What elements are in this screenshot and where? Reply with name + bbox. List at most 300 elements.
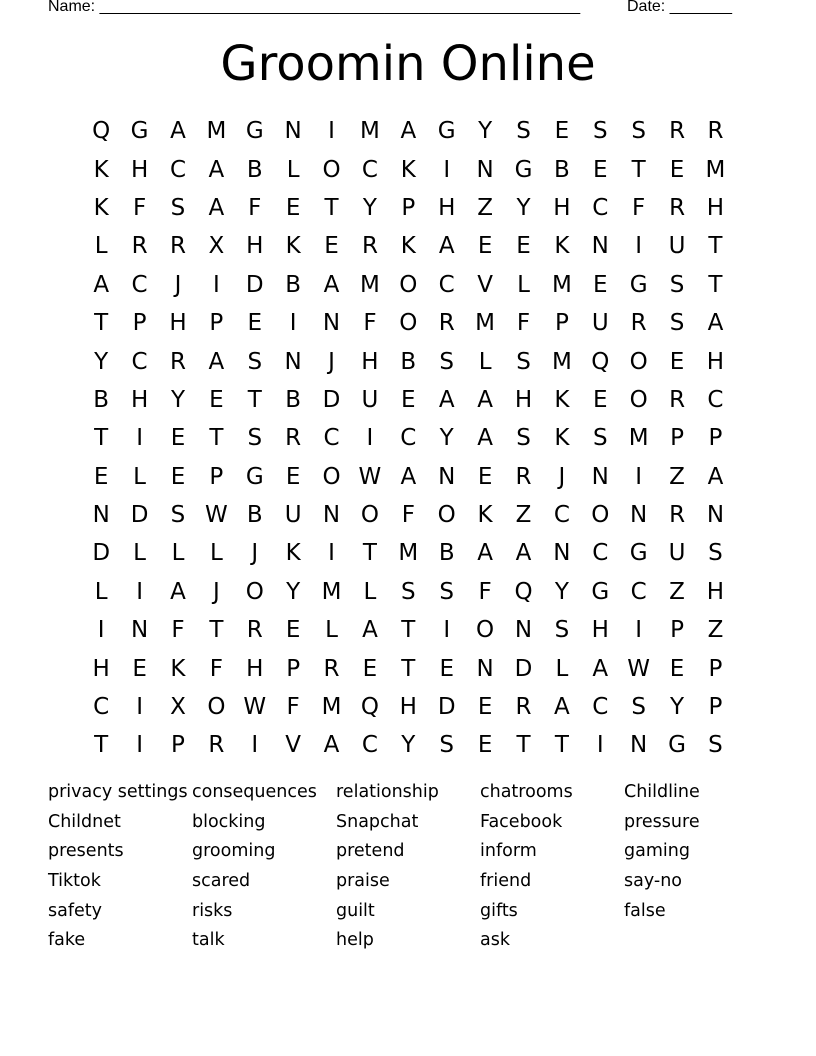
grid-letter[interactable]: K bbox=[400, 233, 416, 260]
grid-letter[interactable]: C bbox=[323, 425, 340, 452]
grid-letter[interactable]: B bbox=[93, 386, 110, 413]
grid-letter[interactable]: D bbox=[514, 655, 533, 682]
grid-letter[interactable]: B bbox=[553, 156, 570, 183]
grid-letter[interactable]: I bbox=[596, 732, 604, 759]
grid-letter[interactable]: F bbox=[286, 694, 300, 721]
grid-row bbox=[82, 304, 738, 342]
grid-letter[interactable]: U bbox=[668, 233, 686, 260]
grid-letter[interactable]: E bbox=[247, 310, 263, 337]
grid-letter[interactable]: G bbox=[668, 732, 686, 759]
grid-letter[interactable]: I bbox=[443, 617, 451, 644]
grid-letter[interactable]: C bbox=[400, 425, 417, 452]
grid-letter[interactable]: M bbox=[628, 425, 649, 452]
grid-letter[interactable]: T bbox=[209, 425, 224, 452]
grid-letter[interactable]: E bbox=[209, 386, 224, 413]
grid-letter[interactable]: A bbox=[592, 655, 609, 682]
grid-letter[interactable]: D bbox=[322, 386, 341, 413]
grid-letter[interactable]: R bbox=[323, 655, 340, 682]
grid-letter[interactable]: M bbox=[551, 348, 572, 375]
grid-letter[interactable]: S bbox=[247, 348, 263, 375]
word-list-item: fake bbox=[48, 930, 86, 951]
grid-letter[interactable]: N bbox=[476, 156, 494, 183]
grid-letter[interactable]: L bbox=[286, 156, 300, 183]
grid-letter[interactable]: P bbox=[554, 310, 569, 337]
grid-letter[interactable]: A bbox=[477, 425, 493, 452]
grid-letter[interactable]: H bbox=[169, 310, 187, 337]
grid-letter[interactable]: R bbox=[669, 118, 686, 145]
grid-letter[interactable]: Y bbox=[439, 425, 454, 452]
grid-letter[interactable]: I bbox=[328, 540, 335, 567]
grid-letter[interactable]: G bbox=[437, 118, 456, 145]
grid-letter[interactable]: I bbox=[635, 233, 643, 260]
grid-letter[interactable]: R bbox=[707, 118, 724, 145]
word-list-item: talk bbox=[192, 930, 225, 951]
grid-letter[interactable]: R bbox=[630, 310, 647, 337]
grid-letter[interactable]: H bbox=[246, 233, 264, 260]
grid-letter[interactable]: N bbox=[438, 463, 456, 490]
grid-letter[interactable]: T bbox=[516, 732, 531, 759]
grid-letter[interactable]: A bbox=[362, 617, 378, 644]
grid-letter[interactable]: H bbox=[361, 348, 379, 375]
grid-letter[interactable]: M bbox=[551, 271, 572, 298]
grid-letter[interactable]: A bbox=[170, 118, 186, 145]
grid-letter[interactable]: S bbox=[439, 732, 455, 759]
grid-letter[interactable]: U bbox=[591, 310, 609, 337]
grid-letter[interactable]: E bbox=[170, 425, 186, 452]
grid-letter[interactable]: S bbox=[401, 578, 416, 605]
grid-letter[interactable]: E bbox=[593, 156, 608, 183]
grid-letter[interactable]: J bbox=[251, 540, 259, 567]
grid-letter[interactable]: K bbox=[554, 233, 570, 260]
grid-letter[interactable]: D bbox=[437, 694, 456, 721]
grid-letter[interactable]: G bbox=[514, 156, 533, 183]
grid-letter[interactable]: L bbox=[171, 540, 185, 567]
grid-letter[interactable]: Q bbox=[360, 694, 379, 721]
grid-letter[interactable]: G bbox=[130, 118, 149, 145]
grid-letter[interactable]: K bbox=[400, 156, 416, 183]
grid-letter[interactable]: K bbox=[93, 194, 109, 221]
grid-letter[interactable]: B bbox=[246, 156, 263, 183]
grid-letter[interactable]: E bbox=[401, 386, 416, 413]
grid-letter[interactable]: H bbox=[706, 578, 725, 605]
grid-letter[interactable]: P bbox=[132, 310, 147, 337]
grid-letter[interactable]: K bbox=[477, 502, 493, 529]
grid-letter[interactable]: F bbox=[516, 310, 531, 337]
grid-letter[interactable]: C bbox=[592, 194, 609, 221]
grid-letter[interactable]: X bbox=[208, 233, 225, 260]
grid-letter[interactable]: F bbox=[478, 578, 492, 605]
grid-letter[interactable]: E bbox=[362, 655, 378, 682]
grid-letter[interactable]: T bbox=[631, 156, 646, 183]
grid-letter[interactable]: I bbox=[136, 694, 143, 721]
grid-letter[interactable]: L bbox=[555, 655, 569, 682]
grid-letter[interactable]: N bbox=[553, 540, 571, 567]
grid-letter[interactable]: D bbox=[245, 271, 264, 298]
grid-letter[interactable]: A bbox=[400, 118, 417, 145]
grid-letter[interactable]: Y bbox=[170, 386, 185, 413]
grid-letter[interactable]: I bbox=[212, 271, 220, 298]
grid-letter[interactable]: R bbox=[169, 348, 186, 375]
word-list-item: gifts bbox=[480, 900, 518, 921]
grid-letter[interactable]: M bbox=[321, 694, 342, 721]
grid-letter[interactable]: A bbox=[323, 732, 340, 759]
grid-letter[interactable]: Z bbox=[515, 502, 532, 529]
grid-letter[interactable]: N bbox=[92, 502, 110, 529]
grid-letter[interactable]: L bbox=[133, 540, 146, 567]
grid-letter[interactable]: I bbox=[97, 617, 105, 644]
grid-letter[interactable]: O bbox=[591, 502, 610, 529]
grid-letter[interactable]: P bbox=[670, 617, 684, 644]
grid-letter[interactable]: Y bbox=[94, 348, 109, 375]
grid-letter[interactable]: H bbox=[246, 655, 264, 682]
grid-letter[interactable]: T bbox=[324, 194, 339, 221]
grid-letter[interactable]: T bbox=[94, 732, 109, 759]
grid-letter[interactable]: O bbox=[207, 694, 226, 721]
grid-letter[interactable]: S bbox=[592, 425, 608, 452]
grid-letter[interactable]: C bbox=[169, 156, 186, 183]
grid-letter[interactable]: L bbox=[209, 540, 223, 567]
grid-letter[interactable]: U bbox=[361, 386, 379, 413]
grid-letter[interactable]: L bbox=[478, 348, 492, 375]
grid-letter[interactable]: L bbox=[325, 617, 338, 644]
grid-letter[interactable]: M bbox=[321, 578, 342, 605]
grid-letter[interactable]: N bbox=[591, 463, 609, 490]
grid-letter[interactable]: I bbox=[328, 118, 335, 145]
grid-letter[interactable]: N bbox=[706, 502, 725, 529]
grid-letter[interactable]: V bbox=[477, 271, 493, 298]
grid-letter[interactable]: N bbox=[514, 617, 533, 644]
grid-letter[interactable]: T bbox=[401, 617, 416, 644]
grid-letter[interactable]: R bbox=[361, 233, 378, 260]
grid-letter[interactable]: E bbox=[477, 233, 493, 260]
grid-letter[interactable]: O bbox=[245, 578, 264, 605]
grid-letter[interactable]: R bbox=[285, 425, 302, 452]
word-list-item: grooming bbox=[192, 841, 276, 862]
grid-letter[interactable]: P bbox=[670, 425, 684, 452]
grid-letter[interactable]: M bbox=[206, 118, 227, 145]
grid-letter[interactable]: J bbox=[212, 578, 220, 605]
grid-letter[interactable]: N bbox=[630, 502, 648, 529]
grid-letter[interactable]: H bbox=[706, 194, 725, 221]
grid-letter[interactable]: R bbox=[438, 310, 455, 337]
grid-letter[interactable]: S bbox=[592, 118, 608, 145]
name-field[interactable]: Name: ______________________________________________________ bbox=[48, 0, 581, 15]
grid-letter[interactable]: S bbox=[516, 425, 531, 452]
grid-letter[interactable]: C bbox=[592, 694, 609, 721]
grid-letter[interactable]: S bbox=[554, 617, 570, 644]
grid-letter[interactable]: A bbox=[438, 386, 455, 413]
word-list-item: blocking bbox=[192, 811, 266, 832]
grid-letter[interactable]: S bbox=[170, 194, 186, 221]
grid-letter[interactable]: L bbox=[363, 578, 377, 605]
grid-letter[interactable]: H bbox=[92, 655, 110, 682]
grid-letter[interactable]: F bbox=[632, 194, 646, 221]
grid-letter[interactable]: B bbox=[438, 540, 455, 567]
grid-letter[interactable]: Q bbox=[514, 578, 533, 605]
grid-letter[interactable]: H bbox=[514, 386, 533, 413]
word-list-item: privacy settings bbox=[48, 782, 188, 802]
grid-letter[interactable]: A bbox=[400, 463, 417, 490]
grid-letter[interactable]: H bbox=[706, 348, 725, 375]
grid-letter[interactable]: E bbox=[669, 156, 685, 183]
grid-row bbox=[82, 266, 738, 304]
grid-letter[interactable]: G bbox=[629, 271, 648, 298]
grid-letter[interactable]: S bbox=[708, 732, 723, 759]
grid-letter[interactable]: M bbox=[705, 156, 726, 183]
grid-letter[interactable]: B bbox=[246, 502, 263, 529]
grid-letter[interactable]: H bbox=[130, 386, 149, 413]
grid-letter[interactable]: R bbox=[169, 233, 186, 260]
grid-letter[interactable]: E bbox=[439, 655, 454, 682]
grid-letter[interactable]: K bbox=[170, 655, 186, 682]
grid-letter[interactable]: S bbox=[516, 348, 531, 375]
grid-letter[interactable]: N bbox=[284, 348, 302, 375]
grid-letter[interactable]: P bbox=[401, 194, 416, 221]
grid-letter[interactable]: T bbox=[708, 233, 723, 260]
grid-letter[interactable]: A bbox=[477, 386, 493, 413]
grid-letter[interactable]: G bbox=[591, 578, 610, 605]
grid-letter[interactable]: A bbox=[477, 540, 493, 567]
grid-letter[interactable]: E bbox=[285, 463, 301, 490]
grid-letter[interactable]: W bbox=[358, 463, 382, 490]
grid-letter[interactable]: L bbox=[517, 271, 530, 298]
grid-letter[interactable]: N bbox=[322, 502, 341, 529]
grid-letter[interactable]: I bbox=[136, 732, 143, 759]
grid-letter[interactable]: S bbox=[708, 540, 723, 567]
grid-letter[interactable]: L bbox=[94, 578, 108, 605]
grid-letter[interactable]: A bbox=[515, 540, 532, 567]
word-list-item: scared bbox=[192, 871, 251, 892]
grid-letter[interactable]: B bbox=[400, 348, 417, 375]
grid-letter[interactable]: S bbox=[669, 271, 685, 298]
date-field[interactable]: Date: _______ bbox=[627, 0, 732, 15]
grid-letter[interactable]: E bbox=[170, 463, 186, 490]
grid-letter[interactable]: D bbox=[130, 502, 149, 529]
grid-letter[interactable]: R bbox=[669, 386, 686, 413]
grid-letter[interactable]: E bbox=[477, 732, 493, 759]
grid-letter[interactable]: P bbox=[708, 694, 723, 721]
grid-letter[interactable]: E bbox=[93, 463, 109, 490]
grid-letter[interactable]: T bbox=[708, 271, 723, 298]
grid-letter[interactable]: H bbox=[438, 194, 456, 221]
grid-letter[interactable]: K bbox=[285, 540, 301, 567]
grid-letter[interactable]: G bbox=[629, 540, 648, 567]
grid-letter[interactable]: F bbox=[363, 310, 377, 337]
grid-letter[interactable]: Z bbox=[707, 617, 724, 644]
grid-letter[interactable]: F bbox=[132, 194, 147, 221]
grid-letter[interactable]: P bbox=[171, 732, 185, 759]
grid-letter[interactable]: P bbox=[209, 463, 224, 490]
grid-letter[interactable]: C bbox=[131, 271, 148, 298]
grid-letter[interactable]: F bbox=[401, 502, 415, 529]
grid-letter[interactable]: L bbox=[94, 233, 108, 260]
grid-letter[interactable]: T bbox=[94, 425, 109, 452]
grid-letter[interactable]: E bbox=[477, 463, 493, 490]
grid-letter[interactable]: Y bbox=[286, 578, 301, 605]
grid-letter[interactable]: N bbox=[591, 233, 609, 260]
grid-letter[interactable]: U bbox=[668, 540, 686, 567]
grid-letter[interactable]: E bbox=[669, 655, 685, 682]
grid-letter[interactable]: O bbox=[437, 502, 456, 529]
grid-letter[interactable]: M bbox=[360, 118, 380, 145]
grid-letter[interactable]: O bbox=[399, 271, 418, 298]
grid-letter[interactable]: O bbox=[629, 348, 648, 375]
grid-letter[interactable]: I bbox=[251, 732, 259, 759]
grid-letter[interactable]: I bbox=[635, 617, 643, 644]
grid-letter[interactable]: W bbox=[243, 694, 267, 721]
grid-letter[interactable]: T bbox=[362, 540, 377, 567]
grid-letter[interactable]: T bbox=[401, 655, 416, 682]
grid-letter[interactable]: V bbox=[285, 732, 302, 759]
grid-letter[interactable]: A bbox=[208, 194, 225, 221]
grid-letter[interactable]: C bbox=[361, 732, 378, 759]
grid-letter[interactable]: C bbox=[630, 578, 647, 605]
grid-letter[interactable]: Y bbox=[516, 194, 531, 221]
grid-letter[interactable]: N bbox=[322, 310, 341, 337]
grid-letter[interactable]: A bbox=[554, 694, 570, 721]
grid-letter[interactable]: Z bbox=[669, 578, 685, 605]
grid-letter[interactable]: S bbox=[516, 118, 531, 145]
grid-letter[interactable]: H bbox=[553, 194, 571, 221]
grid-letter[interactable]: S bbox=[439, 578, 455, 605]
grid-letter[interactable]: Y bbox=[362, 194, 377, 221]
grid-letter[interactable]: H bbox=[130, 156, 149, 183]
grid-letter[interactable]: F bbox=[248, 194, 262, 221]
grid-letter[interactable]: A bbox=[707, 463, 724, 490]
grid-letter[interactable]: F bbox=[171, 617, 185, 644]
grid-letter[interactable]: M bbox=[360, 271, 380, 298]
grid-letter[interactable]: O bbox=[322, 156, 341, 183]
grid-letter[interactable]: S bbox=[669, 310, 685, 337]
grid-letter[interactable]: X bbox=[170, 694, 186, 721]
grid-letter[interactable]: C bbox=[707, 386, 724, 413]
grid-letter[interactable]: C bbox=[131, 348, 148, 375]
grid-letter[interactable]: P bbox=[286, 655, 301, 682]
grid-letter[interactable]: M bbox=[475, 310, 496, 337]
grid-letter[interactable]: P bbox=[708, 425, 723, 452]
grid-letter[interactable]: Y bbox=[478, 118, 493, 145]
grid-letter[interactable]: C bbox=[592, 540, 609, 567]
grid-letter[interactable]: O bbox=[322, 463, 341, 490]
grid-letter[interactable]: E bbox=[554, 118, 570, 145]
grid-letter[interactable]: P bbox=[708, 655, 723, 682]
grid-letter[interactable]: H bbox=[591, 617, 609, 644]
grid-letter[interactable]: S bbox=[631, 118, 646, 145]
grid-letter[interactable]: R bbox=[246, 617, 263, 644]
grid-letter[interactable]: R bbox=[515, 463, 532, 490]
grid-letter[interactable]: K bbox=[93, 156, 109, 183]
grid-letter[interactable]: H bbox=[399, 694, 417, 721]
grid-letter[interactable]: K bbox=[285, 233, 301, 260]
grid-letter[interactable]: E bbox=[324, 233, 339, 260]
grid-letter[interactable]: J bbox=[328, 348, 335, 375]
grid-letter[interactable]: A bbox=[707, 310, 724, 337]
grid-letter[interactable]: K bbox=[554, 386, 570, 413]
grid-letter[interactable]: R bbox=[669, 194, 686, 221]
grid-letter[interactable]: T bbox=[94, 310, 109, 337]
grid-letter[interactable]: O bbox=[360, 502, 379, 529]
grid-letter[interactable]: I bbox=[443, 156, 451, 183]
grid-letter[interactable]: Q bbox=[92, 118, 111, 145]
grid-letter[interactable]: I bbox=[366, 425, 374, 452]
grid-letter[interactable]: R bbox=[208, 732, 225, 759]
grid-letter[interactable]: Y bbox=[670, 694, 685, 721]
grid-letter[interactable]: C bbox=[361, 156, 378, 183]
grid-letter[interactable]: N bbox=[476, 655, 494, 682]
grid-letter[interactable]: T bbox=[247, 386, 262, 413]
grid-letter[interactable]: O bbox=[629, 386, 648, 413]
grid-letter[interactable]: E bbox=[593, 386, 608, 413]
grid-letter[interactable]: A bbox=[208, 156, 225, 183]
grid-letter[interactable]: A bbox=[93, 271, 110, 298]
grid-letter[interactable]: M bbox=[398, 540, 419, 567]
grid-letter[interactable]: C bbox=[553, 502, 570, 529]
grid-letter[interactable]: C bbox=[93, 694, 110, 721]
grid-letter[interactable]: S bbox=[247, 425, 263, 452]
grid-letter[interactable]: D bbox=[92, 540, 111, 567]
grid-letter[interactable]: Y bbox=[554, 578, 569, 605]
grid-letter[interactable]: P bbox=[209, 310, 224, 337]
grid-letter[interactable]: Y bbox=[401, 732, 416, 759]
grid-letter[interactable]: I bbox=[136, 578, 143, 605]
grid-letter[interactable]: L bbox=[133, 463, 146, 490]
grid-letter[interactable]: R bbox=[669, 502, 686, 529]
grid-letter[interactable]: K bbox=[554, 425, 570, 452]
grid-letter[interactable]: S bbox=[631, 694, 646, 721]
grid-letter[interactable]: A bbox=[208, 348, 225, 375]
grid-letter[interactable]: C bbox=[438, 271, 455, 298]
grid-letter[interactable]: A bbox=[438, 233, 455, 260]
grid-letter[interactable]: R bbox=[131, 233, 148, 260]
grid-letter[interactable]: F bbox=[209, 655, 223, 682]
grid-letter[interactable]: S bbox=[439, 348, 455, 375]
grid-letter[interactable]: E bbox=[132, 655, 147, 682]
grid-letter[interactable]: B bbox=[285, 386, 302, 413]
grid-letter[interactable]: Z bbox=[477, 194, 493, 221]
grid-letter[interactable]: G bbox=[245, 118, 264, 145]
grid-letter[interactable]: S bbox=[170, 502, 186, 529]
grid-letter[interactable]: J bbox=[174, 271, 182, 298]
grid-letter[interactable]: U bbox=[284, 502, 302, 529]
grid-letter[interactable]: W bbox=[204, 502, 228, 529]
grid-letter[interactable]: E bbox=[516, 233, 531, 260]
grid-letter[interactable]: A bbox=[170, 578, 186, 605]
grid-letter[interactable]: E bbox=[285, 617, 301, 644]
grid-letter[interactable]: I bbox=[136, 425, 143, 452]
grid-letter[interactable]: B bbox=[285, 271, 302, 298]
grid-letter[interactable]: O bbox=[476, 617, 495, 644]
grid-letter[interactable]: E bbox=[593, 271, 608, 298]
grid-letter[interactable]: E bbox=[477, 694, 493, 721]
grid-letter[interactable]: G bbox=[245, 463, 264, 490]
grid-letter[interactable]: R bbox=[515, 694, 532, 721]
grid-letter[interactable]: W bbox=[627, 655, 651, 682]
grid-letter[interactable]: N bbox=[130, 617, 149, 644]
grid-letter[interactable]: O bbox=[399, 310, 418, 337]
grid-letter[interactable]: T bbox=[209, 617, 224, 644]
grid-letter[interactable]: N bbox=[630, 732, 648, 759]
grid-letter[interactable]: N bbox=[284, 118, 302, 145]
grid-letter[interactable]: I bbox=[289, 310, 297, 337]
grid-letter[interactable]: A bbox=[323, 271, 340, 298]
grid-letter[interactable]: J bbox=[558, 463, 566, 490]
grid-letter[interactable]: I bbox=[635, 463, 643, 490]
grid-letter[interactable]: T bbox=[554, 732, 569, 759]
grid-letter[interactable]: Z bbox=[669, 463, 685, 490]
grid-letter[interactable]: E bbox=[669, 348, 685, 375]
grid-letter[interactable]: E bbox=[285, 194, 301, 221]
grid-letter[interactable]: Q bbox=[591, 348, 610, 375]
